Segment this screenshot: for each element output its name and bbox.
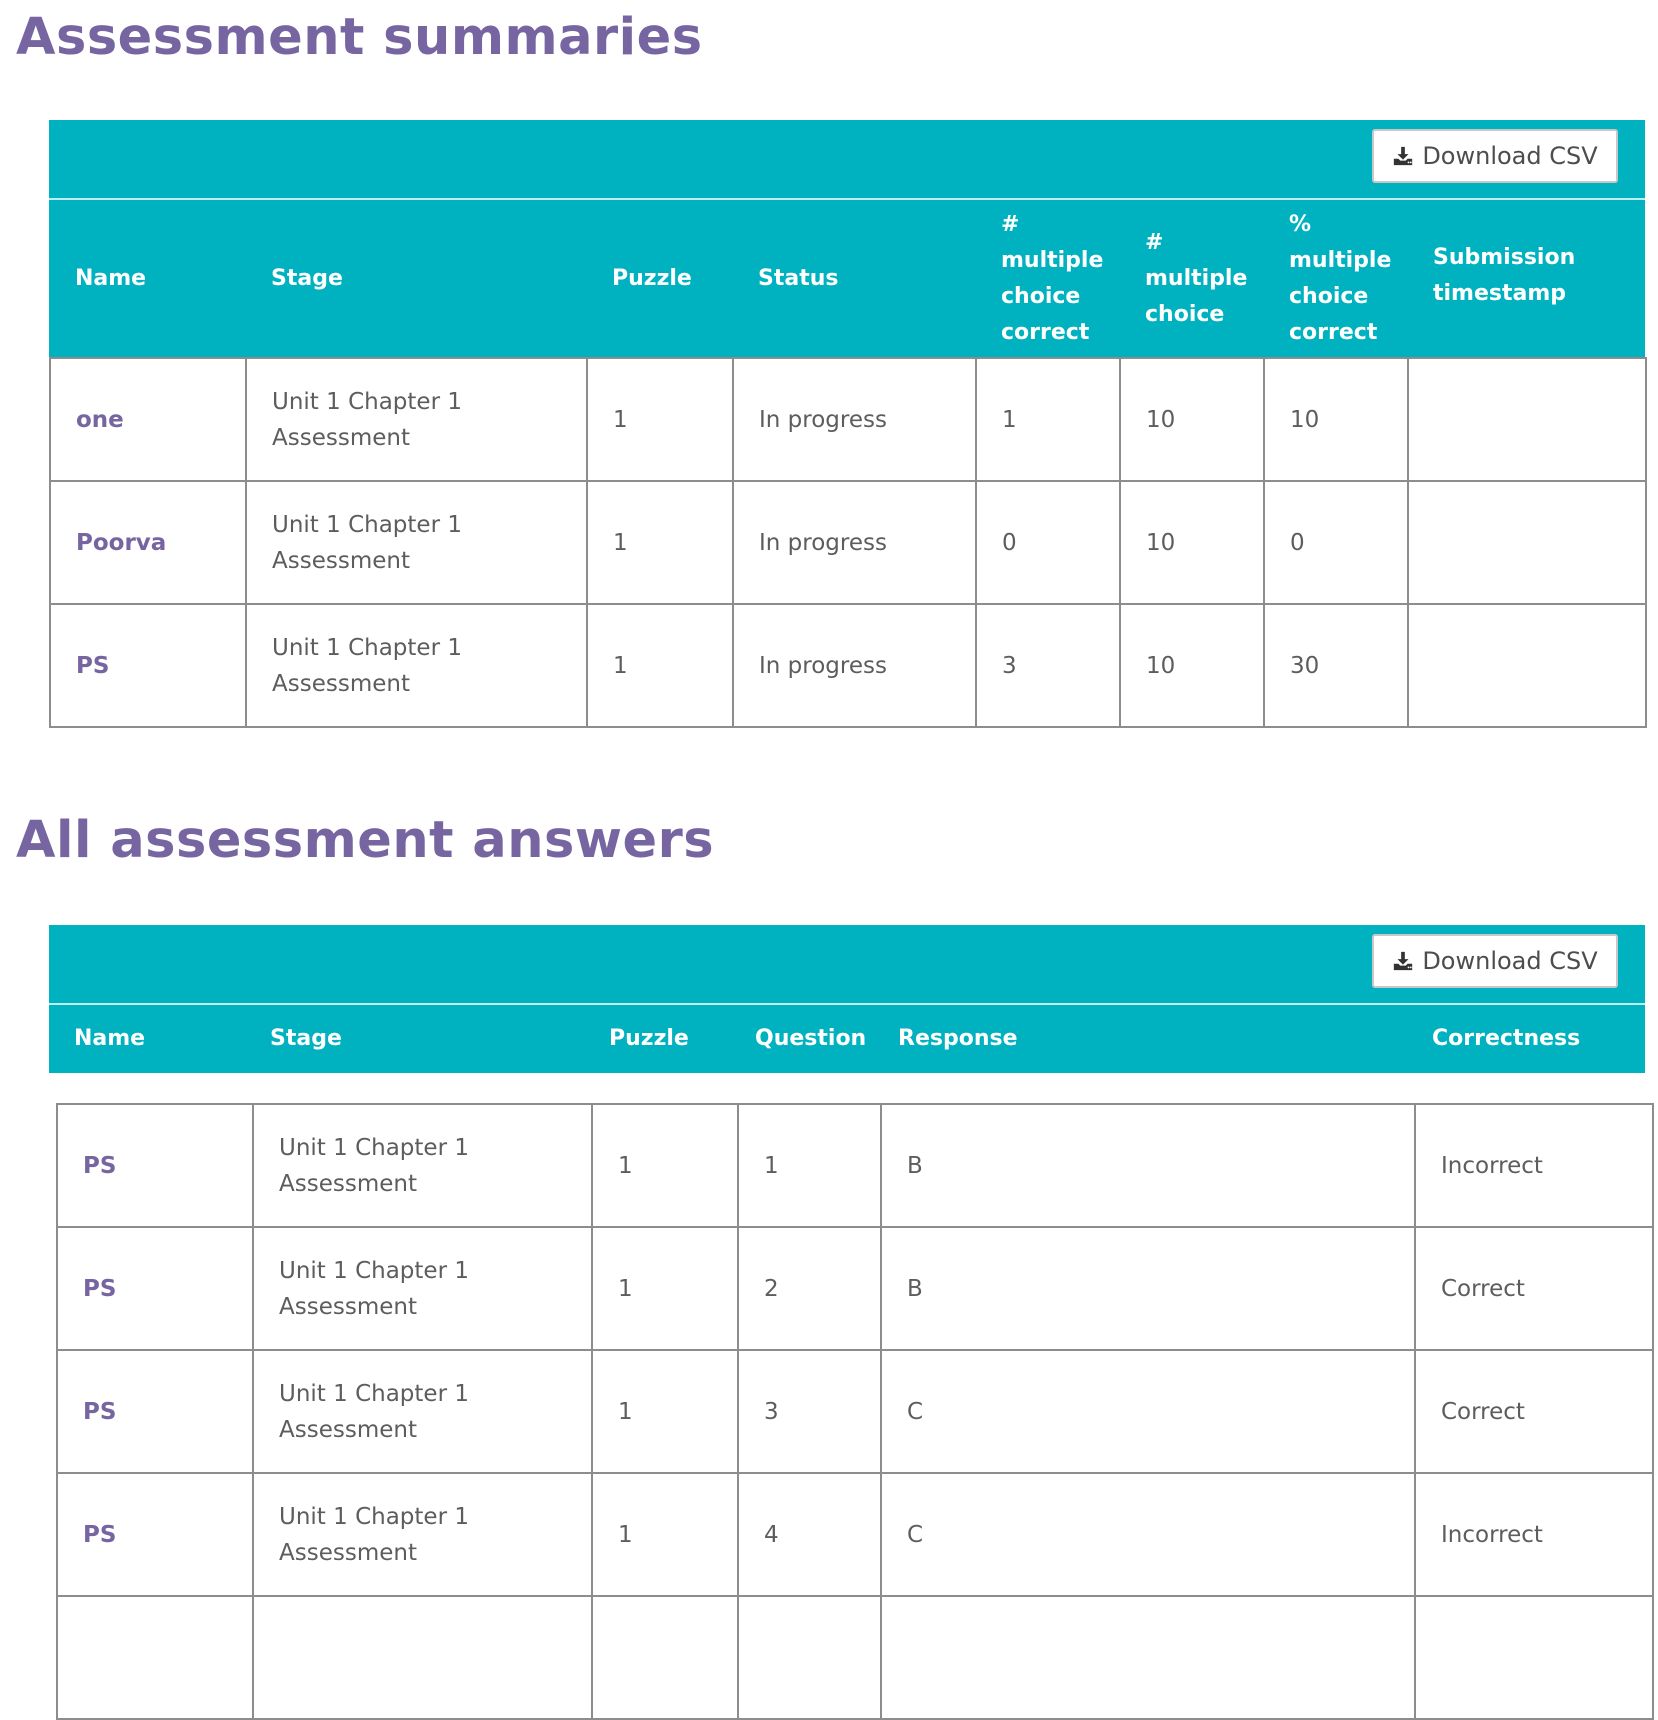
download-icon	[1392, 950, 1414, 972]
mc-correct-cell: 0	[976, 481, 1120, 604]
response-cell: C	[881, 1473, 1415, 1596]
puzzle-cell: 1	[587, 358, 733, 481]
answers-download-csv-button[interactable]	[1372, 934, 1618, 988]
stage-cell: Unit 1 Chapter 1 Assessment	[253, 1350, 592, 1473]
student-name-link[interactable]: PS	[50, 604, 246, 727]
correctness-cell	[1415, 1596, 1653, 1719]
column-header[interactable]: Submission timestamp	[1433, 245, 1576, 306]
mc-total-cell: 10	[1120, 358, 1264, 481]
puzzle-cell: 1	[592, 1473, 738, 1596]
answers-panel	[49, 925, 1645, 1073]
correctness-cell: Incorrect	[1415, 1473, 1653, 1596]
stage-cell: Unit 1 Chapter 1 Assessment	[246, 481, 587, 604]
response-cell	[881, 1596, 1415, 1719]
puzzle-cell: 1	[587, 481, 733, 604]
student-name-link[interactable]: one	[50, 358, 246, 481]
table-row	[50, 604, 1646, 727]
answers-header-table	[49, 1005, 1645, 1073]
table-row	[57, 1350, 1653, 1473]
stage-cell: Unit 1 Chapter 1 Assessment	[253, 1104, 592, 1227]
answers-header-row	[49, 1005, 1645, 1073]
column-header[interactable]: Puzzle	[612, 265, 692, 291]
timestamp-cell	[1408, 481, 1646, 604]
pct-correct-cell: 30	[1264, 604, 1408, 727]
answers-download-label: Download CSV	[1422, 947, 1598, 975]
column-header[interactable]: # multiple choice correct	[1001, 211, 1104, 345]
summaries-title: Assessment summaries	[16, 8, 703, 67]
stage-cell: Unit 1 Chapter 1 Assessment	[246, 358, 587, 481]
question-cell: 3	[738, 1350, 881, 1473]
response-cell: B	[881, 1104, 1415, 1227]
column-header[interactable]: Status	[758, 265, 839, 291]
summaries-download-csv-button[interactable]	[1372, 129, 1618, 183]
summaries-table	[49, 200, 1647, 728]
stage-cell: Unit 1 Chapter 1 Assessment	[246, 604, 587, 727]
summaries-header-row	[50, 200, 1646, 358]
table-row	[50, 481, 1646, 604]
column-header[interactable]: Name	[74, 1026, 146, 1051]
question-cell	[738, 1596, 881, 1719]
table-row	[57, 1104, 1653, 1227]
column-header[interactable]: Name	[75, 265, 147, 291]
correctness-cell: Correct	[1415, 1350, 1653, 1473]
student-name-link[interactable]: PS	[57, 1350, 253, 1473]
timestamp-cell	[1408, 358, 1646, 481]
question-cell: 2	[738, 1227, 881, 1350]
column-header[interactable]: Question	[755, 1026, 867, 1051]
student-name-link[interactable]: PS	[57, 1104, 253, 1227]
column-header[interactable]: % multiple choice correct	[1289, 211, 1392, 345]
column-header[interactable]: # multiple choice	[1145, 229, 1248, 327]
answers-toolbar	[49, 925, 1645, 1005]
table-row	[57, 1473, 1653, 1596]
status-cell: In progress	[733, 604, 976, 727]
answers-table	[56, 1103, 1654, 1720]
table-row	[57, 1227, 1653, 1350]
table-row	[50, 358, 1646, 481]
pct-correct-cell: 0	[1264, 481, 1408, 604]
stage-cell: Unit 1 Chapter 1 Assessment	[253, 1473, 592, 1596]
summaries-download-label: Download CSV	[1422, 142, 1598, 170]
answers-title: All assessment answers	[16, 811, 715, 870]
stage-cell	[253, 1596, 592, 1719]
puzzle-cell: 1	[587, 604, 733, 727]
mc-total-cell: 10	[1120, 481, 1264, 604]
student-name-link[interactable]: PS	[57, 1227, 253, 1350]
column-header[interactable]: Puzzle	[609, 1026, 689, 1051]
mc-correct-cell: 1	[976, 358, 1120, 481]
correctness-cell: Correct	[1415, 1227, 1653, 1350]
mc-correct-cell: 3	[976, 604, 1120, 727]
puzzle-cell: 1	[592, 1350, 738, 1473]
column-header[interactable]: Response	[898, 1026, 1018, 1051]
mc-total-cell: 10	[1120, 604, 1264, 727]
summaries-toolbar	[49, 120, 1645, 200]
column-header[interactable]: Stage	[270, 1026, 342, 1051]
summaries-panel	[49, 120, 1645, 728]
puzzle-cell: 1	[592, 1227, 738, 1350]
puzzle-cell: 1	[592, 1104, 738, 1227]
student-name-link[interactable]: Poorva	[50, 481, 246, 604]
question-cell: 1	[738, 1104, 881, 1227]
download-icon	[1392, 145, 1414, 167]
timestamp-cell	[1408, 604, 1646, 727]
column-header[interactable]: Correctness	[1432, 1026, 1581, 1051]
status-cell: In progress	[733, 358, 976, 481]
table-row	[57, 1596, 1653, 1719]
column-header[interactable]: Stage	[271, 265, 343, 291]
puzzle-cell	[592, 1596, 738, 1719]
response-cell: C	[881, 1350, 1415, 1473]
stage-cell: Unit 1 Chapter 1 Assessment	[253, 1227, 592, 1350]
question-cell: 4	[738, 1473, 881, 1596]
pct-correct-cell: 10	[1264, 358, 1408, 481]
student-name-link[interactable]	[57, 1596, 253, 1719]
correctness-cell: Incorrect	[1415, 1104, 1653, 1227]
response-cell: B	[881, 1227, 1415, 1350]
student-name-link[interactable]: PS	[57, 1473, 253, 1596]
status-cell: In progress	[733, 481, 976, 604]
